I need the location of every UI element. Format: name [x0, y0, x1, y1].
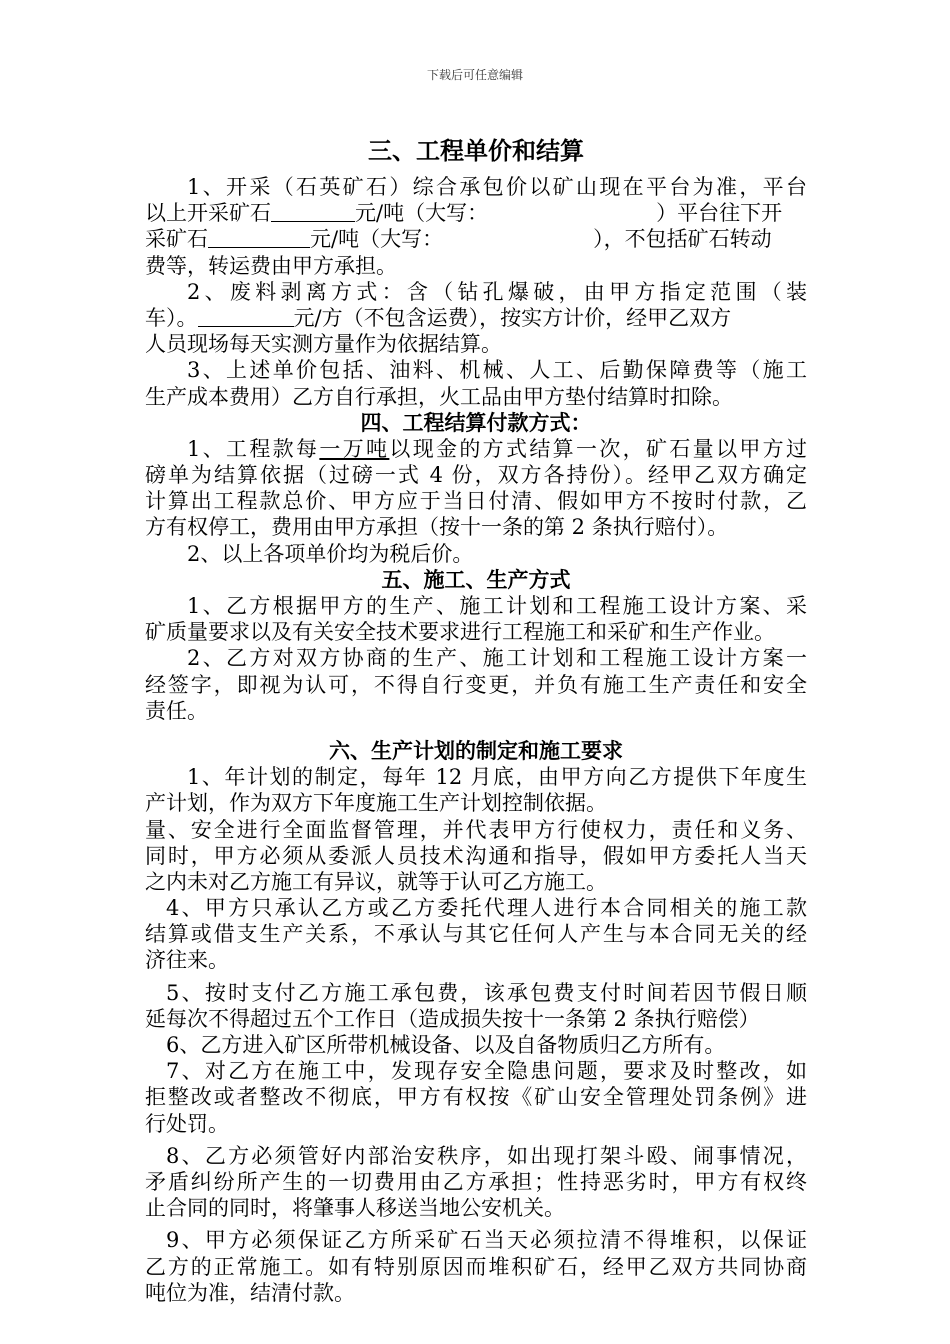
s6-p9-line1: 9、甲方必须保证乙方所采矿石当天必须拉清不得堆积，以保证	[166, 1228, 807, 1253]
s6-p8-line2: 矛盾纠纷所产生的一切费用由乙方承担；性持恶劣时，甲方有权终	[145, 1169, 807, 1194]
s6-p1-line5: 之内未对乙方施工有异议，就等于认可乙方施工。	[145, 869, 607, 894]
price-blank-2	[208, 227, 310, 248]
s3-p2-line2-a: 车）。	[145, 305, 198, 330]
s4-p1-line3: 计算出工程款总价、甲方应于当日付清、假如甲方不按时付款，乙	[145, 489, 807, 514]
s3-p1-line3-c: ），不包括矿石转动	[593, 227, 772, 252]
section-6-title: 六、生产计划的制定和施工要求	[329, 737, 623, 763]
s3-p1-line2-b: 元/吨（大写：	[355, 201, 489, 226]
document-body	[145, 134, 807, 1306]
s6-p7-line1: 7、对乙方在施工中，发现存安全隐患问题，要求及时整改，如	[166, 1059, 807, 1084]
s3-p2-line2	[145, 305, 807, 331]
s3-p1-line3-a: 采矿石	[145, 227, 208, 252]
s3-p1-line3-b: 元/吨（大写：	[310, 227, 444, 252]
s5-p2-line3: 责任。	[145, 698, 208, 723]
s6-p1-line2: 产计划，作为双方下年度施工生产计划控制依据。	[145, 791, 607, 816]
section-3-title: 三、工程单价和结算	[368, 136, 584, 165]
s3-p1-line3	[145, 226, 807, 252]
price-blank-3	[198, 306, 294, 327]
s6-p8-line1: 8、乙方必须管好内部治安秩序，如出现打架斗殴、闹事情况，	[166, 1143, 807, 1168]
s6-p7-line2: 拒整改或者整改不彻底，甲方有权按《矿山安全管理处罚条例》进	[145, 1085, 807, 1110]
s4-p1-line1-underlined: 一万吨	[319, 436, 390, 461]
s6-p5-line1: 5、按时支付乙方施工承包费，该承包费支付时间若因节假日顺	[166, 980, 807, 1005]
s3-p1-line4: 费等，转运费由甲方承担。	[145, 253, 397, 278]
s6-p4-line1: 4、甲方只承认乙方或乙方委托代理人进行本合同相关的施工款	[166, 896, 807, 921]
section-4-title: 四、工程结算付款方式：	[360, 409, 592, 435]
s4-p1-line1-c: 以现金的方式结算一次，矿石量以甲方过	[389, 436, 807, 461]
page-header: 下载后可任意编辑	[426, 68, 523, 82]
section-5-title: 五、施工、生产方式	[381, 566, 571, 592]
price-blank-1	[271, 201, 355, 222]
s5-p1-line1: 1、乙方根据甲方的生产、施工计划和工程施工设计方案、采	[187, 594, 807, 618]
s3-p1-line2	[145, 200, 807, 226]
s3-p1-line2-c: ）平台往下开	[656, 201, 783, 226]
s6-p1-line1: 1、年计划的制定，每年 12 月底，由甲方向乙方提供下年度生	[187, 765, 807, 790]
s4-p2: 2、以上各项单价均为税后价。	[187, 541, 474, 566]
s6-p6: 6、乙方进入矿区所带机械设备、以及自备物质归乙方所有。	[166, 1033, 726, 1057]
s4-p1-line1-a: 1、工程款每	[187, 436, 320, 461]
s6-p9-line2: 乙方的正常施工。如有特别原因而堆积矿石，经甲乙双方共同协商	[145, 1254, 807, 1279]
s5-p1-line2: 矿质量要求以及有关安全技术要求进行工程施工和采矿和生产作业。	[145, 620, 775, 645]
s3-p2-line3: 人员现场每天实测方量作为依据结算。	[145, 332, 502, 357]
s3-p3-line2: 生产成本费用）乙方自行承担，火工品由甲方垫付结算时扣除。	[145, 384, 733, 409]
s3-p1-line2-a: 以上开采矿石	[145, 201, 271, 226]
s4-p1-line4: 方有权停工，费用由甲方承担（按十一条的第 2 条执行赔付）。	[145, 515, 729, 540]
s6-p9-line3: 吨位为准，结清付款。	[145, 1280, 355, 1305]
s6-p4-line3: 济往来。	[145, 948, 229, 973]
s6-p8-line3: 止合同的同时，将肇事人移送当地公安机关。	[145, 1196, 565, 1221]
s6-p4-line2: 结算或借支生产关系，不承认与其它任何人产生与本合同无关的经	[145, 922, 807, 947]
s6-p1-line3: 量、安全进行全面监督管理，并代表甲方行使权力，责任和义务、	[145, 817, 807, 842]
s6-p5-line2: 延每次不得超过五个工作日（造成损失按十一条第 2 条执行赔偿）	[145, 1006, 760, 1031]
s5-p2-line2: 经签字，即视为认可，不得自行变更，并负有施工生产责任和安全	[145, 672, 807, 697]
s4-p1-line1	[145, 436, 807, 462]
s3-p1-line1: 1、开采（石英矿石）综合承包价以矿山现在平台为准，平台	[187, 175, 807, 199]
s6-p7-line3: 行处罚。	[145, 1111, 229, 1136]
s3-p2-line1: 2、废料剥离方式：含（钻孔爆破，由甲方指定范围（装	[187, 279, 807, 304]
s3-p2-line2-b: 元/方（不包含运费），按实方计价，经甲乙双方	[293, 305, 732, 330]
s3-p3-line1: 3、上述单价包括、油料、机械、人工、后勤保障费等（施工	[187, 358, 807, 383]
s4-p1-line2: 磅单为结算依据（过磅一式 4 份，双方各持份）。经甲乙双方确定	[145, 463, 807, 488]
s6-p1-line4: 同时，甲方必须从委派人员技术沟通和指导，假如甲方委托人当天	[145, 843, 807, 868]
s5-p2-line1: 2、乙方对双方协商的生产、施工计划和工程施工设计方案一	[187, 646, 807, 671]
